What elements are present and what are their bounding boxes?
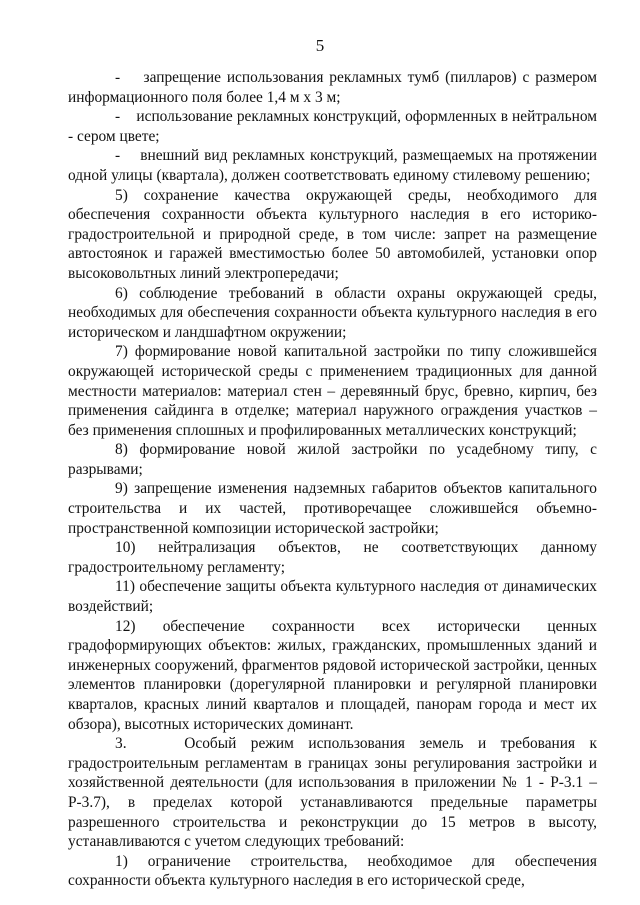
paragraph-section-3: 3. Особый режим использования земель и требования к градостроительным регламентам в границах зоны регулирования застройки и хозяйственной деятельности (для использования в приложении № 1 - Р-3.1 – Р-3.7), в пределах которой устанавливаются предельные параметры разрешенного строительства и реконструкции до 15 метров в высоту, устанавливаются с учетом следующих требований: xyxy=(68,735,597,851)
paragraph-bullet-neutral-color: - использование рекламных конструкций, оформленных в нейтральном - сером цвете; xyxy=(68,108,597,145)
paragraph-bullet-unified-style: - внешний вид рекламных конструкций, размещаемых на протяжении одной улицы (квартала), должен соответствовать единому стилевому решению; xyxy=(68,147,597,184)
paragraph-item-12: 12) обеспечение сохранности всех исторически ценных градоформирующих объектов: жилых, гражданских, промышленных зданий и инженерных сооружений, фрагментов рядовой исторической застройки, ценных элементов планировки (дорегулярной планировки и регулярной планировки кварталов, красных линий кварталов и площадей, панорам города и мест их обзора), высотных исторических доминант. xyxy=(68,617,597,733)
paragraph-item-9: 9) запрещение изменения надземных габаритов объектов капитального строительства и их частей, противоречащее сложившейся объемно-пространственной композиции исторической застройки; xyxy=(68,480,597,537)
paragraph-item-7: 7) формирование новой капитальной застройки по типу сложившейся окружающей исторической среды с применением традиционных для данной местности материалов: материал стен – деревянный брус, бревно, кирпич, без применения сайдинга в отделке; материал наружного ограждения участков – без применения сплошных и профилированных металлических конструкций; xyxy=(68,343,597,439)
paragraph-item-11: 11) обеспечение защиты объекта культурного наследия от динамических воздействий; xyxy=(68,578,597,616)
paragraph-section-3-item-1: 1) ограничение строительства, необходимое для обеспечения сохранности объекта культурного наследия в его исторической среде, xyxy=(68,852,597,890)
document-body xyxy=(68,68,597,891)
paragraph-item-5: 5) сохранение качества окружающей среды, необходимого для обеспечения сохранности объекта культурного наследия в его историко-градостроительной и природной среде, в том числе: запрет на размещение автостоянок и гаражей вместимостью более 50 автомобилей, установки опор высоковольтных линий электропередачи; xyxy=(68,186,597,282)
paragraph-item-8: 8) формирование новой жилой застройки по усадебному типу, с разрывами; xyxy=(68,441,597,478)
paragraph-item-6: 6) соблюдение требований в области охраны окружающей среды, необходимых для обеспечения сохранности объекта культурного наследия в его историческом и ландшафтном окружении; xyxy=(68,284,597,341)
paragraph-item-10: 10) нейтрализация объектов, не соответствующих данному градостроительному регламенту; xyxy=(68,539,597,576)
paragraph-bullet-pillars: - запрещение использования рекламных тумб (пилларов) с размером информационного поля более 1,4 м х 3 м; xyxy=(68,69,597,106)
page-number: 5 xyxy=(315,36,325,55)
